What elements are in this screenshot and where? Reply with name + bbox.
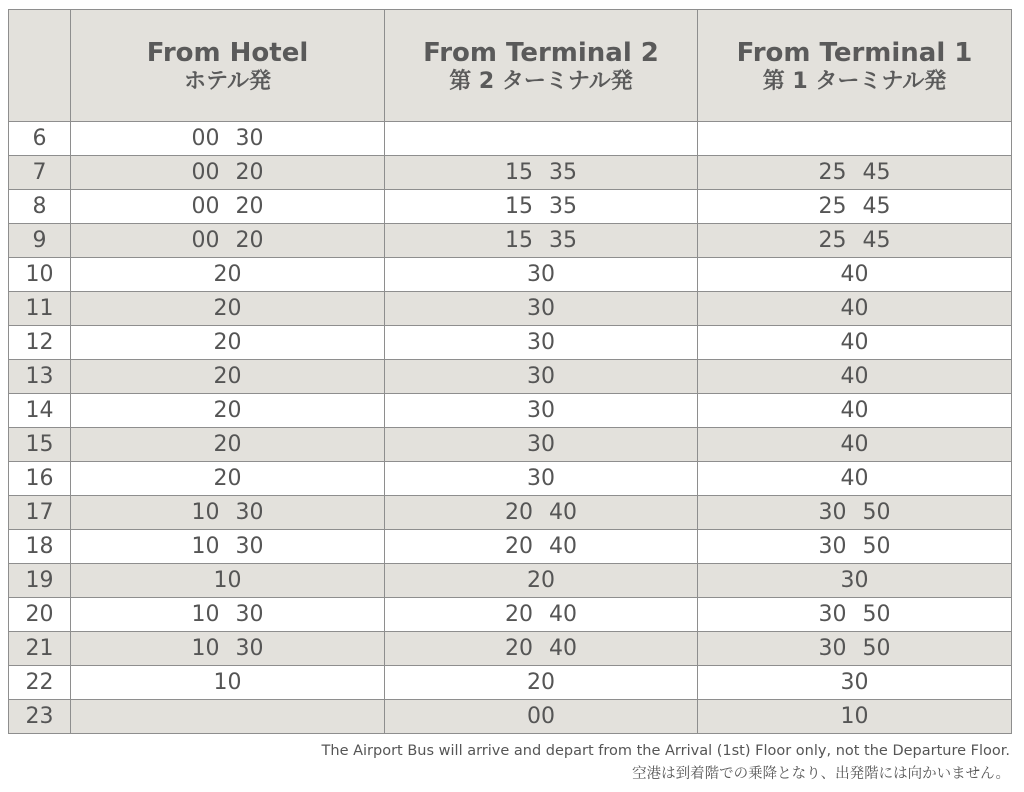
departure-minute: 15 (505, 193, 533, 219)
t1-times-cell (698, 632, 1012, 666)
departure-minute: 20 (213, 261, 242, 287)
departure-minute: 20 (213, 295, 242, 321)
t1-times-cell (698, 360, 1012, 394)
t1-times-cell (698, 224, 1012, 258)
departure-minute: 30 (235, 635, 264, 661)
departure-minute: 10 (191, 533, 220, 559)
hotel-times-cell (71, 326, 385, 360)
departure-minute: 30 (527, 295, 555, 321)
t2-times-cell (385, 360, 698, 394)
header-en: From Hotel (146, 37, 309, 68)
departure-minute: 50 (862, 533, 891, 559)
departure-minute: 25 (818, 193, 847, 219)
hour-cell: 20 (9, 598, 71, 632)
header-jp: 第 2 ターミナル発 (449, 68, 633, 94)
hour-cell: 9 (9, 224, 71, 258)
hour-cell: 7 (9, 156, 71, 190)
note-en: The Airport Bus will arrive and depart from the Arrival (1st) Floor only, not the Departure Floor. (321, 743, 1010, 759)
t1-times-cell (698, 700, 1012, 734)
t2-times-cell (385, 666, 698, 700)
departure-minute: 20 (505, 533, 533, 559)
departure-minute: 30 (235, 499, 264, 525)
departure-minute: 40 (549, 499, 577, 525)
departure-minute: 20 (527, 567, 555, 593)
t1-times-cell (698, 326, 1012, 360)
t2-times-cell (385, 462, 698, 496)
departure-minute: 25 (818, 227, 847, 253)
t1-times-cell (698, 258, 1012, 292)
table-row (9, 156, 1012, 190)
table-row (9, 292, 1012, 326)
t1-times-cell (698, 122, 1012, 156)
t2-times-cell (385, 530, 698, 564)
from-terminal-2-header (385, 10, 698, 122)
departure-minute: 15 (505, 227, 533, 253)
hotel-times-cell (71, 190, 385, 224)
departure-minute: 20 (235, 227, 264, 253)
t1-times-cell (698, 394, 1012, 428)
departure-minute: 30 (818, 601, 847, 627)
departure-minute: 40 (549, 601, 577, 627)
t2-times-cell (385, 292, 698, 326)
hotel-times-cell (71, 292, 385, 326)
notes (322, 740, 1010, 786)
departure-minute: 20 (213, 465, 242, 491)
departure-minute: 10 (191, 635, 220, 661)
departure-minute: 30 (235, 125, 264, 151)
hotel-times-cell (71, 258, 385, 292)
timetable-header (9, 10, 1012, 122)
hotel-times-cell (71, 496, 385, 530)
departure-minute: 10 (213, 567, 242, 593)
departure-minute: 20 (213, 431, 242, 457)
departure-minute: 35 (549, 227, 577, 253)
header-jp: ホテル発 (184, 68, 271, 94)
hour-cell: 8 (9, 190, 71, 224)
t1-times-cell (698, 462, 1012, 496)
hour-cell: 14 (9, 394, 71, 428)
hotel-times-cell (71, 122, 385, 156)
hotel-times-cell (71, 530, 385, 564)
table-row (9, 394, 1012, 428)
departure-minute: 20 (235, 159, 264, 185)
departure-minute: 40 (840, 329, 869, 355)
t2-times-cell (385, 156, 698, 190)
from-terminal-1-header (698, 10, 1012, 122)
t1-times-cell (698, 190, 1012, 224)
hour-cell: 19 (9, 564, 71, 598)
table-row (9, 122, 1012, 156)
table-row (9, 258, 1012, 292)
t2-times-cell (385, 394, 698, 428)
t2-times-cell (385, 598, 698, 632)
hour-cell: 6 (9, 122, 71, 156)
t2-times-cell (385, 700, 698, 734)
departure-minute: 30 (527, 465, 555, 491)
t1-times-cell (698, 598, 1012, 632)
departure-minute: 20 (505, 635, 533, 661)
departure-minute: 00 (527, 703, 555, 729)
hour-cell: 18 (9, 530, 71, 564)
t1-times-cell (698, 428, 1012, 462)
note-jp: 空港は到着階での乗降となり、出発階には向かいません。 (632, 766, 1010, 782)
departure-minute: 20 (505, 601, 533, 627)
table-row (9, 632, 1012, 666)
hour-cell: 17 (9, 496, 71, 530)
table-row (9, 496, 1012, 530)
departure-minute: 15 (505, 159, 533, 185)
table-row (9, 326, 1012, 360)
hour-cell: 11 (9, 292, 71, 326)
hotel-times-cell (71, 666, 385, 700)
hotel-times-cell (71, 632, 385, 666)
hour-cell: 12 (9, 326, 71, 360)
header-jp: 第 1 ターミナル発 (762, 68, 947, 94)
departure-minute: 40 (840, 295, 869, 321)
t2-times-cell (385, 258, 698, 292)
hotel-times-cell (71, 564, 385, 598)
hotel-times-cell (71, 394, 385, 428)
t2-times-cell (385, 190, 698, 224)
t1-times-cell (698, 292, 1012, 326)
table-row (9, 190, 1012, 224)
departure-minute: 40 (840, 431, 869, 457)
t1-times-cell (698, 666, 1012, 700)
departure-minute: 45 (862, 227, 891, 253)
departure-minute: 10 (840, 703, 869, 729)
table-row (9, 360, 1012, 394)
departure-minute: 20 (213, 397, 242, 423)
departure-minute: 00 (191, 159, 220, 185)
departure-minute: 30 (527, 261, 555, 287)
departure-minute: 40 (549, 635, 577, 661)
t2-times-cell (385, 224, 698, 258)
t2-times-cell (385, 564, 698, 598)
departure-minute: 35 (549, 159, 577, 185)
table-row (9, 666, 1012, 700)
table-row (9, 700, 1012, 734)
hour-cell: 22 (9, 666, 71, 700)
departure-minute: 45 (862, 159, 891, 185)
hotel-times-cell (71, 700, 385, 734)
table-row (9, 564, 1012, 598)
t2-times-cell (385, 428, 698, 462)
departure-minute: 10 (213, 669, 242, 695)
t1-times-cell (698, 156, 1012, 190)
t1-times-cell (698, 496, 1012, 530)
bus-timetable (8, 9, 1012, 734)
hotel-times-cell (71, 598, 385, 632)
departure-minute: 30 (527, 363, 555, 389)
departure-minute: 50 (862, 601, 891, 627)
departure-minute: 20 (235, 193, 264, 219)
departure-minute: 30 (840, 567, 869, 593)
table-row (9, 598, 1012, 632)
t2-times-cell (385, 496, 698, 530)
departure-minute: 30 (527, 397, 555, 423)
departure-minute: 30 (818, 533, 847, 559)
hour-cell: 23 (9, 700, 71, 734)
departure-minute: 40 (840, 465, 869, 491)
departure-minute: 00 (191, 227, 220, 253)
t2-times-cell (385, 632, 698, 666)
departure-minute: 30 (235, 533, 264, 559)
hour-cell: 13 (9, 360, 71, 394)
departure-minute: 30 (235, 601, 264, 627)
departure-minute: 40 (549, 533, 577, 559)
departure-minute: 20 (527, 669, 555, 695)
departure-minute: 25 (818, 159, 847, 185)
departure-minute: 45 (862, 193, 891, 219)
t2-times-cell (385, 122, 698, 156)
hotel-times-cell (71, 360, 385, 394)
from-hotel-header (71, 10, 385, 122)
table-row (9, 462, 1012, 496)
header-en: From Terminal 1 (736, 37, 973, 68)
hotel-times-cell (71, 428, 385, 462)
t2-times-cell (385, 326, 698, 360)
departure-minute: 30 (527, 431, 555, 457)
hour-cell: 15 (9, 428, 71, 462)
table-row (9, 530, 1012, 564)
t1-times-cell (698, 564, 1012, 598)
departure-minute: 20 (213, 329, 242, 355)
departure-minute: 30 (818, 499, 847, 525)
hotel-times-cell (71, 462, 385, 496)
departure-minute: 30 (818, 635, 847, 661)
departure-minute: 00 (191, 193, 220, 219)
departure-minute: 00 (191, 125, 220, 151)
table-row (9, 428, 1012, 462)
hotel-times-cell (71, 156, 385, 190)
table-row (9, 224, 1012, 258)
departure-minute: 50 (862, 635, 891, 661)
t1-times-cell (698, 530, 1012, 564)
departure-minute: 30 (840, 669, 869, 695)
hour-cell: 21 (9, 632, 71, 666)
hour-cell: 16 (9, 462, 71, 496)
header-en: From Terminal 2 (423, 37, 659, 68)
departure-minute: 35 (549, 193, 577, 219)
departure-minute: 40 (840, 397, 869, 423)
departure-minute: 20 (505, 499, 533, 525)
hour-cell: 10 (9, 258, 71, 292)
departure-minute: 40 (840, 363, 869, 389)
departure-minute: 30 (527, 329, 555, 355)
departure-minute: 50 (862, 499, 891, 525)
departure-minute: 10 (191, 601, 220, 627)
departure-minute: 10 (191, 499, 220, 525)
departure-minute: 40 (840, 261, 869, 287)
hotel-times-cell (71, 224, 385, 258)
departure-minute: 20 (213, 363, 242, 389)
timetable-body (9, 122, 1012, 734)
hour-column-header (9, 10, 71, 122)
